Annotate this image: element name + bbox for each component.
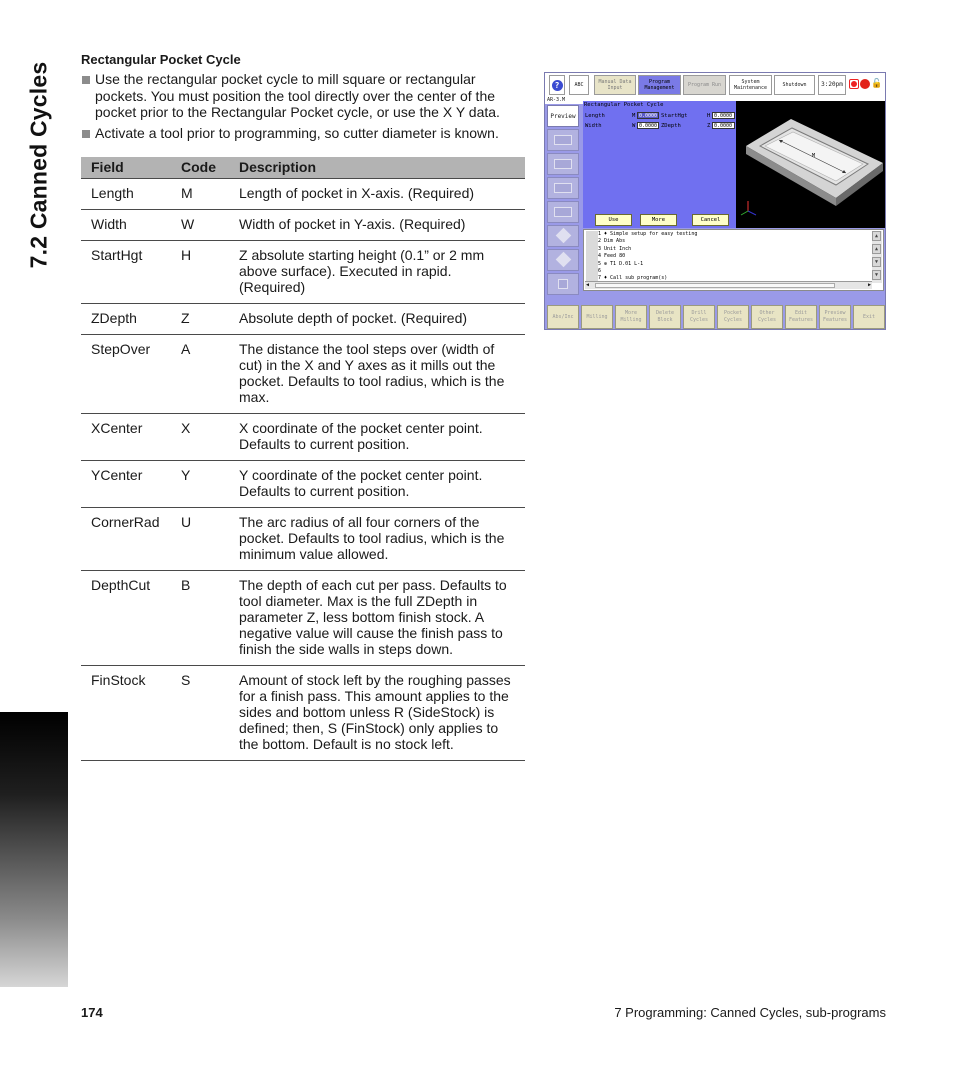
lock-icon[interactable]: 🔓 xyxy=(871,79,883,89)
zdepth-label: ZDepth xyxy=(661,123,681,129)
code-line: 1 ♦ Simple setup for easy testing xyxy=(598,231,698,237)
cell-code: X xyxy=(171,413,229,460)
shutdown-button[interactable]: Shutdown xyxy=(774,75,815,95)
fields-table xyxy=(81,157,525,761)
cell-code: A xyxy=(171,334,229,413)
view-front-icon xyxy=(554,135,572,145)
softkey-other-cycles[interactable]: Other Cycles xyxy=(751,305,783,329)
pocket-model-graphic xyxy=(736,101,885,228)
bullet-text: Use the rectangular pocket cycle to mill square or rectangular pockets. You must position the tool directly over the center of the pocket prior to the Rectangular Pocket cycle, or use the X Y data. xyxy=(95,71,500,120)
length-label: Length xyxy=(585,113,605,119)
cancel-button[interactable]: Cancel xyxy=(692,214,729,226)
softkey-more-milling[interactable]: More Milling xyxy=(615,305,647,329)
vertical-scrollbar[interactable] xyxy=(872,231,882,283)
cnc-top-bar xyxy=(545,73,885,97)
table-row xyxy=(81,334,525,413)
view-side-icon xyxy=(554,183,572,193)
header-field: Field xyxy=(81,157,171,178)
cell-field: Width xyxy=(81,209,171,240)
softkey-edit-features[interactable]: Edit Features xyxy=(785,305,817,329)
length-input[interactable]: 0.0000 xyxy=(639,113,658,119)
scroll-bottom-icon[interactable]: ▼ xyxy=(872,270,881,280)
cnc-screenshot xyxy=(544,72,886,330)
cell-field: DepthCut xyxy=(81,570,171,665)
cell-field: FinStock xyxy=(81,665,171,760)
cell-description: Z absolute starting height (0.1” or 2 mm above surface). Executed in rapid. (Required) xyxy=(229,240,525,303)
cell-field: StepOver xyxy=(81,334,171,413)
cnc-left-tabs xyxy=(547,105,579,297)
starthgt-input[interactable]: 0.0000 xyxy=(712,112,735,119)
softkey-pocket-cycles[interactable]: Pocket Cycles xyxy=(717,305,749,329)
zdepth-input[interactable]: 0.0000 xyxy=(712,122,735,129)
width-code: W xyxy=(632,123,636,129)
program-path: AR-3.M xyxy=(545,97,885,104)
length-dimension-label: M xyxy=(812,153,816,159)
table-row xyxy=(81,665,525,760)
zoom-icon xyxy=(555,228,571,244)
table-row xyxy=(81,460,525,507)
view-tab-1[interactable] xyxy=(547,129,579,151)
page-number: 174 xyxy=(81,1005,103,1020)
pan-icon xyxy=(555,252,571,268)
section-heading: Rectangular Pocket Cycle xyxy=(81,52,241,67)
horizontal-scrollbar[interactable] xyxy=(585,281,872,289)
emergency-stop-icon xyxy=(849,79,859,89)
chapter-tab xyxy=(25,45,52,285)
view-tab-2[interactable] xyxy=(547,153,579,175)
code-line: 3 Unit Inch xyxy=(598,245,632,252)
zdepth-code: Z xyxy=(707,123,711,129)
bullet-square-icon xyxy=(82,76,90,84)
softkey-abs-inc[interactable]: Abs/Inc xyxy=(547,305,579,329)
cell-code: U xyxy=(171,507,229,570)
table-row xyxy=(81,413,525,460)
cell-code: W xyxy=(171,209,229,240)
scroll-thumb[interactable] xyxy=(595,283,835,288)
help-button[interactable] xyxy=(549,75,565,95)
scroll-left-icon[interactable]: ◀ xyxy=(586,282,590,288)
cell-description: The arc radius of all four corners of the pocket. Defaults to tool radius, which is the minimum value allowed. xyxy=(229,507,525,570)
table-row xyxy=(81,507,525,570)
more-button[interactable]: More xyxy=(640,214,677,226)
scroll-up-icon[interactable]: ▲ xyxy=(872,244,881,254)
starthgt-label: StartHgt xyxy=(661,113,688,119)
bullet-text: Activate a tool prior to programming, so cutter diameter is known. xyxy=(95,124,499,141)
cell-field: CornerRad xyxy=(81,507,171,570)
pocket-cycle-form xyxy=(583,101,736,228)
softkey-milling[interactable]: Milling xyxy=(581,305,613,329)
width-label: Width xyxy=(585,123,602,129)
cell-description: The depth of each cut per pass. Defaults to tool diameter. Max is the full ZDepth in parameter Z, less bottom finish stock. A negative value will cause the finish pass to finish the side walls in steps down. xyxy=(229,570,525,665)
cell-description: The distance the tool steps over (width of cut) in the X and Y axes as it mills out the pocket. Defaults to tool radius, which is the max. xyxy=(229,334,525,413)
table-row xyxy=(81,570,525,665)
help-icon: ? xyxy=(552,80,563,91)
cell-description: X coordinate of the pocket center point. Defaults to current position. xyxy=(229,413,525,460)
view-tab-3[interactable] xyxy=(547,177,579,199)
form-title: Rectangular Pocket Cycle xyxy=(584,102,664,108)
code-line: 5 ⊕ T1 D.01 L-1 xyxy=(598,260,644,267)
code-line: 4 Feed 80 xyxy=(598,253,626,260)
scroll-top-icon[interactable]: ▲ xyxy=(872,231,881,241)
pocket-3d-preview[interactable] xyxy=(736,101,885,228)
table-header-row xyxy=(81,157,525,178)
preview-tab[interactable]: Preview xyxy=(547,105,579,127)
code-line: 7 ♦ Call sub program(s) xyxy=(598,275,668,282)
cell-field: ZDepth xyxy=(81,303,171,334)
length-code: M xyxy=(632,113,636,119)
scroll-down-icon[interactable]: ▼ xyxy=(872,257,881,267)
cell-code: B xyxy=(171,570,229,665)
table-row xyxy=(81,178,525,209)
program-editor[interactable] xyxy=(583,229,884,291)
cell-description: Y coordinate of the pocket center point. Defaults to current position. xyxy=(229,460,525,507)
manual-data-input-button[interactable]: Manual Data Input xyxy=(594,75,636,95)
scroll-right-icon[interactable]: ▶ xyxy=(867,282,871,288)
cell-field: YCenter xyxy=(81,460,171,507)
code-line: 6 xyxy=(598,268,602,275)
table-row xyxy=(81,209,525,240)
cell-code: Z xyxy=(171,303,229,334)
bullet-item xyxy=(81,125,526,142)
softkey-preview-features[interactable]: Preview Features xyxy=(819,305,851,329)
use-button[interactable]: Use xyxy=(595,214,632,226)
table-row xyxy=(81,303,525,334)
view-tab-5[interactable] xyxy=(547,225,579,247)
clock-display: 3:20pm xyxy=(818,75,846,95)
program-run-button[interactable]: Program Run xyxy=(683,75,726,95)
softkey-bar xyxy=(547,305,885,329)
chapter-gradient-strip xyxy=(0,712,68,987)
bullet-item xyxy=(81,71,526,121)
abc-button[interactable]: ABC xyxy=(569,75,589,95)
cell-field: Length xyxy=(81,178,171,209)
table-row xyxy=(81,240,525,303)
header-description: Description xyxy=(229,157,525,178)
line-gutter xyxy=(586,231,598,283)
system-maintenance-button[interactable]: System Maintenance xyxy=(729,75,772,95)
header-code: Code xyxy=(171,157,229,178)
program-lines xyxy=(598,231,697,283)
starthgt-code: H xyxy=(707,113,711,119)
cell-code: H xyxy=(171,240,229,303)
view-tab-6[interactable] xyxy=(547,249,579,271)
cell-code: M xyxy=(171,178,229,209)
footer-chapter: 7 Programming: Canned Cycles, sub-programs xyxy=(614,1005,886,1020)
alarm-indicator-icon xyxy=(860,79,870,89)
view-top-icon xyxy=(554,207,572,217)
width-input[interactable]: 0.0000 xyxy=(639,123,658,129)
cell-description: Width of pocket in Y-axis. (Required) xyxy=(229,209,525,240)
softkey-exit[interactable]: Exit xyxy=(853,305,885,329)
cell-field: XCenter xyxy=(81,413,171,460)
edit-tab[interactable] xyxy=(547,273,579,295)
code-line: 2 Dim Abs xyxy=(598,238,626,245)
softkey-drill-cycles[interactable]: Drill Cycles xyxy=(683,305,715,329)
cell-code: Y xyxy=(171,460,229,507)
view-tab-4[interactable] xyxy=(547,201,579,223)
chapter-tab-label: 7.2 Canned Cycles xyxy=(25,61,52,269)
edit-icon xyxy=(558,279,568,289)
bullet-list xyxy=(81,71,526,145)
status-icons xyxy=(849,79,881,89)
softkey-delete-block[interactable]: Delete Block xyxy=(649,305,681,329)
cell-description: Amount of stock left by the roughing passes for a finish pass. This amount applies to the sides and bottom unless R (SideStock) is defined; then, S (FinStock) only applies to the bottom. Default is no stock left. xyxy=(229,665,525,760)
cell-field: StartHgt xyxy=(81,240,171,303)
program-management-button[interactable]: Program Management xyxy=(638,75,681,95)
bullet-square-icon xyxy=(82,130,90,138)
cell-description: Absolute depth of pocket. (Required) xyxy=(229,303,525,334)
view-iso-icon xyxy=(554,159,572,169)
cell-code: S xyxy=(171,665,229,760)
cell-description: Length of pocket in X-axis. (Required) xyxy=(229,178,525,209)
